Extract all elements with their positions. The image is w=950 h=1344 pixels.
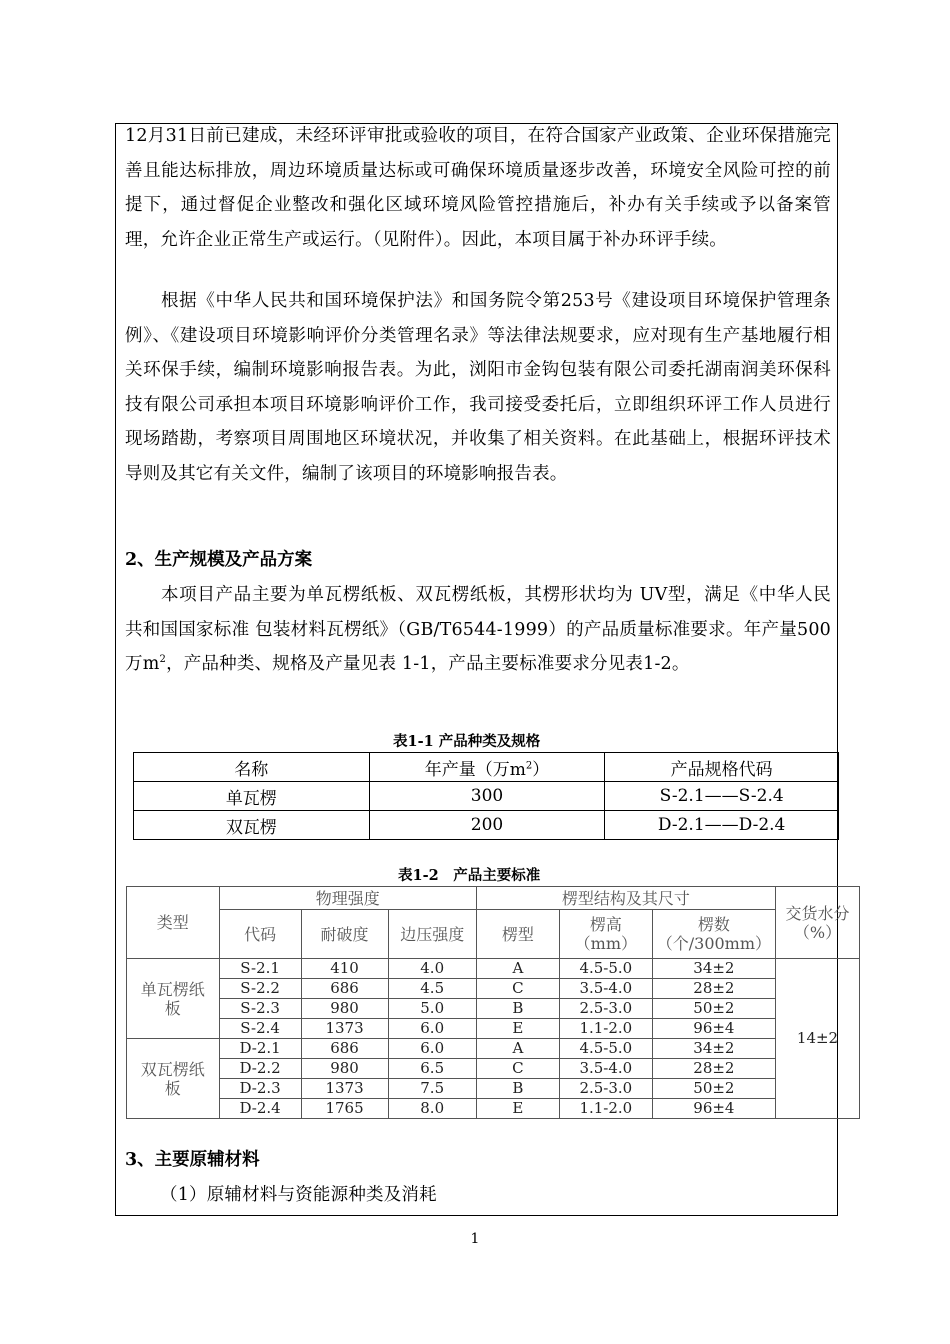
table-row bbox=[127, 1059, 860, 1079]
table-cell: 6.5 bbox=[388, 1059, 476, 1079]
table-cell: 4.5 bbox=[388, 979, 476, 999]
header-cell: 名称 bbox=[134, 753, 370, 782]
header-cell: 楞型 bbox=[476, 910, 559, 959]
table-cell: 8.0 bbox=[388, 1099, 476, 1119]
header-cell: 边压强度 bbox=[388, 910, 476, 959]
table-row bbox=[134, 782, 839, 811]
table-product-types bbox=[133, 752, 839, 840]
header-cell: 代码 bbox=[219, 910, 301, 959]
table-cell: E bbox=[476, 1019, 559, 1039]
table-cell: 200 bbox=[369, 811, 605, 840]
header-cell: 耐破度 bbox=[301, 910, 388, 959]
table-cell: 1373 bbox=[301, 1079, 388, 1099]
table-cell: 28±2 bbox=[652, 979, 775, 999]
table-cell: 686 bbox=[301, 1039, 388, 1059]
paragraph-materials-sub: （1）原辅材料与资能源种类及消耗 bbox=[160, 1185, 437, 1205]
header-cell bbox=[369, 753, 605, 782]
product-scheme-text-a: 本项目产品主要为单瓦楞纸板、双瓦楞纸板，其楞形状均为 UV型，满足《中华人民共和国国家标准 包装材料瓦楞纸》（GB/T6544-1999）的产品质量标准要求。年产量500万m bbox=[125, 585, 831, 675]
group-cell: 单瓦楞纸板 bbox=[127, 959, 220, 1039]
table-cell: 4.5-5.0 bbox=[559, 1039, 652, 1059]
table-cell: 1373 bbox=[301, 1019, 388, 1039]
table-cell: D-2.4 bbox=[219, 1099, 301, 1119]
table-product-standards bbox=[126, 886, 860, 1119]
section-heading-materials: 3、主要原辅材料 bbox=[125, 1150, 260, 1170]
table-cell: 6.0 bbox=[388, 1039, 476, 1059]
table-cell: A bbox=[476, 1039, 559, 1059]
table1-caption: 表1-1 产品种类及规格 bbox=[393, 733, 541, 750]
table-cell: S-2.1 bbox=[219, 959, 301, 979]
table-cell: D-2.2 bbox=[219, 1059, 301, 1079]
group-cell: 双瓦楞纸板 bbox=[127, 1039, 220, 1119]
moisture-cell: 14±2 bbox=[776, 959, 860, 1119]
table-cell: 980 bbox=[301, 1059, 388, 1079]
table-cell: 34±2 bbox=[652, 1039, 775, 1059]
paragraph-legal-basis: 根据《中华人民共和国环境保护法》和国务院令第253号《建设项目环境保护管理条例》、《建设项目环境影响评价分类管理名录》等法律法规要求，应对现有生产基地履行相关环保手续，编制环境影响报告表。为此，浏阳市金钩包装有限公司委托湖南润美环保科技有限公司承担本项目环境影响评价工作，我司接受委托后，立即组织环评工作人员进行现场踏勘，考察项目周围地区环境状况，并收集了相关资料。在此基础上，根据环评技术导则及其它有关文件，编制了该项目的环境影响报告表。 bbox=[125, 291, 831, 484]
table-cell: 300 bbox=[369, 782, 605, 811]
table-cell: 7.5 bbox=[388, 1079, 476, 1099]
table-cell: D-2.1——D-2.4 bbox=[605, 811, 839, 840]
table-cell: 4.5-5.0 bbox=[559, 959, 652, 979]
header-cell: 楞数（个/300mm） bbox=[652, 910, 775, 959]
table-cell: C bbox=[476, 1059, 559, 1079]
table-cell: 96±4 bbox=[652, 1099, 775, 1119]
table-cell: 1.1-2.0 bbox=[559, 1099, 652, 1119]
table-row bbox=[127, 979, 860, 999]
product-scheme-text-b: ，产品种类、规格及产量见表 1-1，产品主要标准要求分见表1-2。 bbox=[166, 654, 690, 675]
table-cell: 4.0 bbox=[388, 959, 476, 979]
table-cell: S-2.3 bbox=[219, 999, 301, 1019]
table-cell: S-2.4 bbox=[219, 1019, 301, 1039]
table2-caption: 表1-2 产品主要标准 bbox=[398, 867, 541, 884]
header-cell: 物理强度 bbox=[219, 887, 476, 910]
unit-superscript: 2 bbox=[159, 654, 167, 666]
table-header-row bbox=[134, 753, 839, 782]
section-heading-production: 2、生产规模及产品方案 bbox=[125, 550, 313, 570]
table-cell: 双瓦楞 bbox=[134, 811, 370, 840]
table-row bbox=[134, 811, 839, 840]
table-cell: 28±2 bbox=[652, 1059, 775, 1079]
table-cell: B bbox=[476, 1079, 559, 1099]
table-header-row bbox=[127, 887, 860, 910]
table-row bbox=[127, 1079, 860, 1099]
table-cell: 50±2 bbox=[652, 999, 775, 1019]
table-cell: 6.0 bbox=[388, 1019, 476, 1039]
table-row bbox=[127, 1099, 860, 1119]
table-cell: 34±2 bbox=[652, 959, 775, 979]
table-cell: 5.0 bbox=[388, 999, 476, 1019]
table-cell: S-2.1——S-2.4 bbox=[605, 782, 839, 811]
table-cell: 96±4 bbox=[652, 1019, 775, 1039]
table-cell: A bbox=[476, 959, 559, 979]
table-row bbox=[127, 999, 860, 1019]
table-row bbox=[127, 959, 860, 979]
header-cell: 楞高（mm） bbox=[559, 910, 652, 959]
header-cell: 交货水分（%） bbox=[776, 887, 860, 959]
table-cell: 686 bbox=[301, 979, 388, 999]
unit-superscript: 2 bbox=[525, 759, 533, 771]
table-row bbox=[127, 1039, 860, 1059]
table-row bbox=[127, 1019, 860, 1039]
table-cell: 2.5-3.0 bbox=[559, 999, 652, 1019]
table-header-row bbox=[127, 910, 860, 959]
table-cell: C bbox=[476, 979, 559, 999]
header-cell: 类型 bbox=[127, 887, 220, 959]
table-cell: D-2.3 bbox=[219, 1079, 301, 1099]
table-cell: 1.1-2.0 bbox=[559, 1019, 652, 1039]
header-cell-text: 年产量（万m bbox=[424, 759, 526, 780]
table-cell: 3.5-4.0 bbox=[559, 1059, 652, 1079]
page-number: 1 bbox=[470, 1231, 480, 1247]
table-cell: 980 bbox=[301, 999, 388, 1019]
paragraph-policy: 12月31日前已建成，未经环评审批或验收的项目，在符合国家产业政策、企业环保措施完善且能达标排放，周边环境质量达标或可确保环境质量逐步改善，环境安全风险可控的前提下，通过督促企业整改和强化区域环境风险管控措施后，补办有关手续或予以备案管理，允许企业正常生产或运行。（见附件）。因此，本项目属于补办环评手续。 bbox=[125, 126, 831, 250]
table-cell: S-2.2 bbox=[219, 979, 301, 999]
table-cell: 410 bbox=[301, 959, 388, 979]
table-cell: B bbox=[476, 999, 559, 1019]
table-cell: E bbox=[476, 1099, 559, 1119]
header-cell: 楞型结构及其尺寸 bbox=[476, 887, 775, 910]
table-cell: 1765 bbox=[301, 1099, 388, 1119]
header-cell: 产品规格代码 bbox=[605, 753, 839, 782]
table-cell: 50±2 bbox=[652, 1079, 775, 1099]
table-cell: 2.5-3.0 bbox=[559, 1079, 652, 1099]
header-cell-text: ） bbox=[532, 759, 550, 780]
table-cell: D-2.1 bbox=[219, 1039, 301, 1059]
paragraph-product-scheme bbox=[125, 578, 831, 682]
table-cell: 单瓦楞 bbox=[134, 782, 370, 811]
table-cell: 3.5-4.0 bbox=[559, 979, 652, 999]
